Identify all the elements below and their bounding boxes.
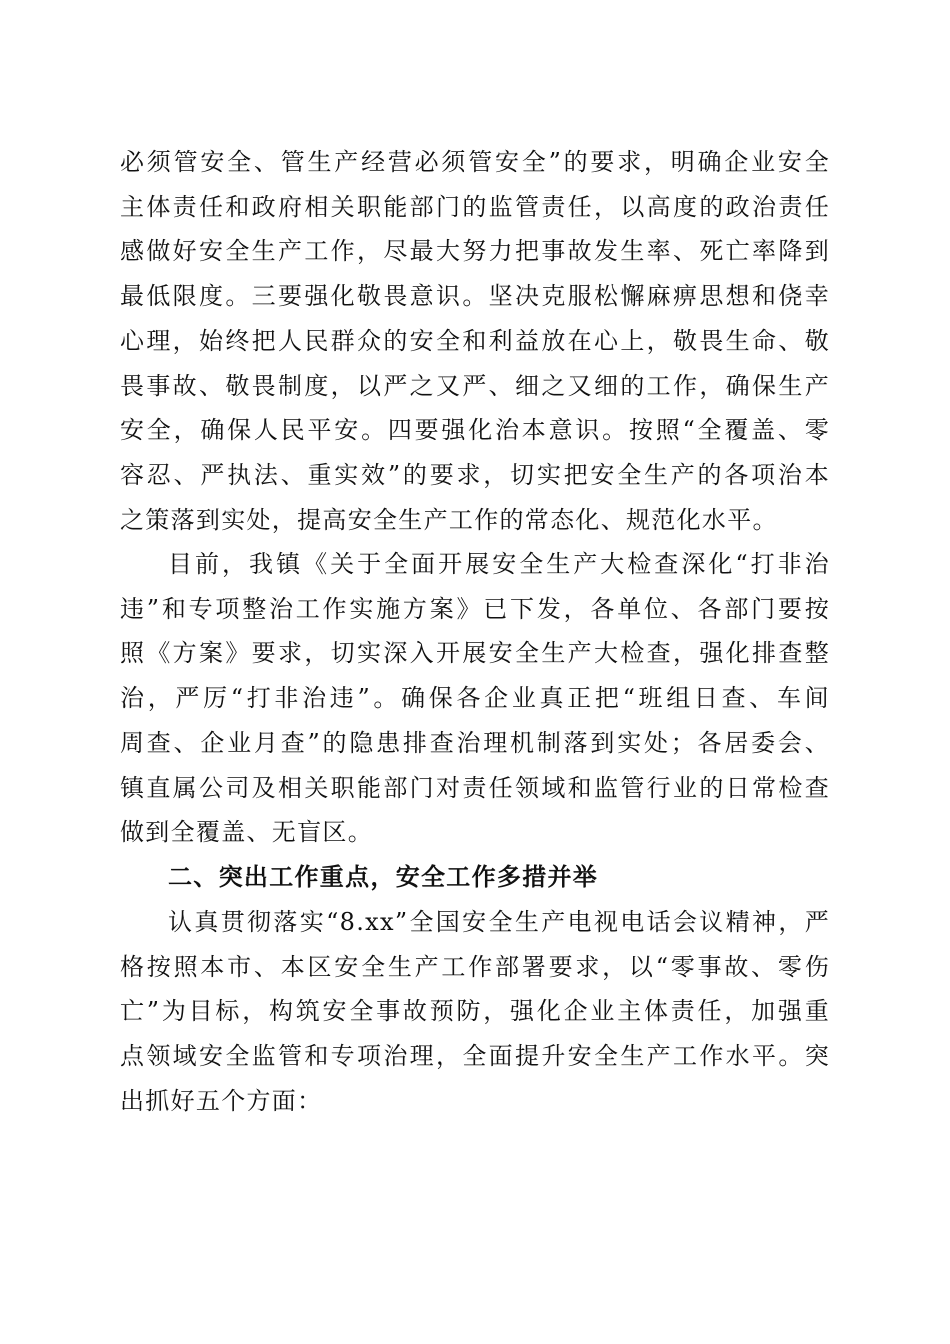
text-line: 出抓好五个方面： (120, 1086, 323, 1115)
paragraph-section-two (120, 900, 830, 1124)
text-line: 亡”为目标，构筑安全事故预防，强化企业主体责任，加强重 (120, 997, 830, 1026)
text-line: 认真贯彻落实“8.xx”全国安全生产电视电话会议精神，严 (168, 908, 830, 936)
text-line: 周查、企业月查”的隐患排查治理机制落到实处；各居委会、 (120, 728, 830, 757)
text-line: 必须管安全、管生产经营必须管安全”的要求，明确企业安全 (120, 148, 830, 176)
text-line: 畏事故、敬畏制度，以严之又严、细之又细的工作，确保生产 (120, 371, 830, 400)
text-line: 之策落到实处，提高安全生产工作的常态化、规范化水平。 (120, 505, 778, 534)
text-line: 治，严厉“打非治违”。确保各企业真正把“班组日查、车间 (120, 684, 830, 713)
text-line: 容忍、严执法、重实效”的要求，切实把安全生产的各项治本 (120, 460, 830, 489)
section-heading-text: 二、突出工作重点，安全工作多措并举 (168, 863, 599, 891)
text-line: 目前，我镇《关于全面开展安全生产大检查深化“打非治 (168, 550, 830, 578)
paragraph-current-status (120, 542, 830, 855)
text-line: 点领域安全监管和专项治理，全面提升安全生产工作水平。突 (120, 1042, 830, 1071)
section-heading (120, 855, 830, 900)
text-line: 心理，始终把人民群众的安全和利益放在心上，敬畏生命、敬 (120, 326, 830, 355)
text-line: 感做好安全生产工作，尽最大努力把事故发生率、死亡率降到 (120, 237, 830, 266)
text-line: 最低限度。三要强化敬畏意识。坚决克服松懈麻痹思想和侥幸 (120, 282, 830, 311)
text-line: 格按照本市、本区安全生产工作部署要求，以“零事故、零伤 (120, 952, 830, 981)
text-line: 镇直属公司及相关职能部门对责任领域和监管行业的日常检查 (120, 773, 830, 802)
text-line: 违”和专项整治工作实施方案》已下发，各单位、各部门要按 (120, 594, 830, 623)
text-line: 安全，确保人民平安。四要强化治本意识。按照“全覆盖、零 (120, 416, 830, 445)
text-line: 做到全覆盖、无盲区。 (120, 818, 373, 847)
text-line: 主体责任和政府相关职能部门的监管责任，以高度的政治责任 (120, 192, 830, 221)
paragraph-continued (120, 140, 830, 542)
text-line: 照《方案》要求，切实深入开展安全生产大检查，强化排查整 (120, 639, 830, 668)
